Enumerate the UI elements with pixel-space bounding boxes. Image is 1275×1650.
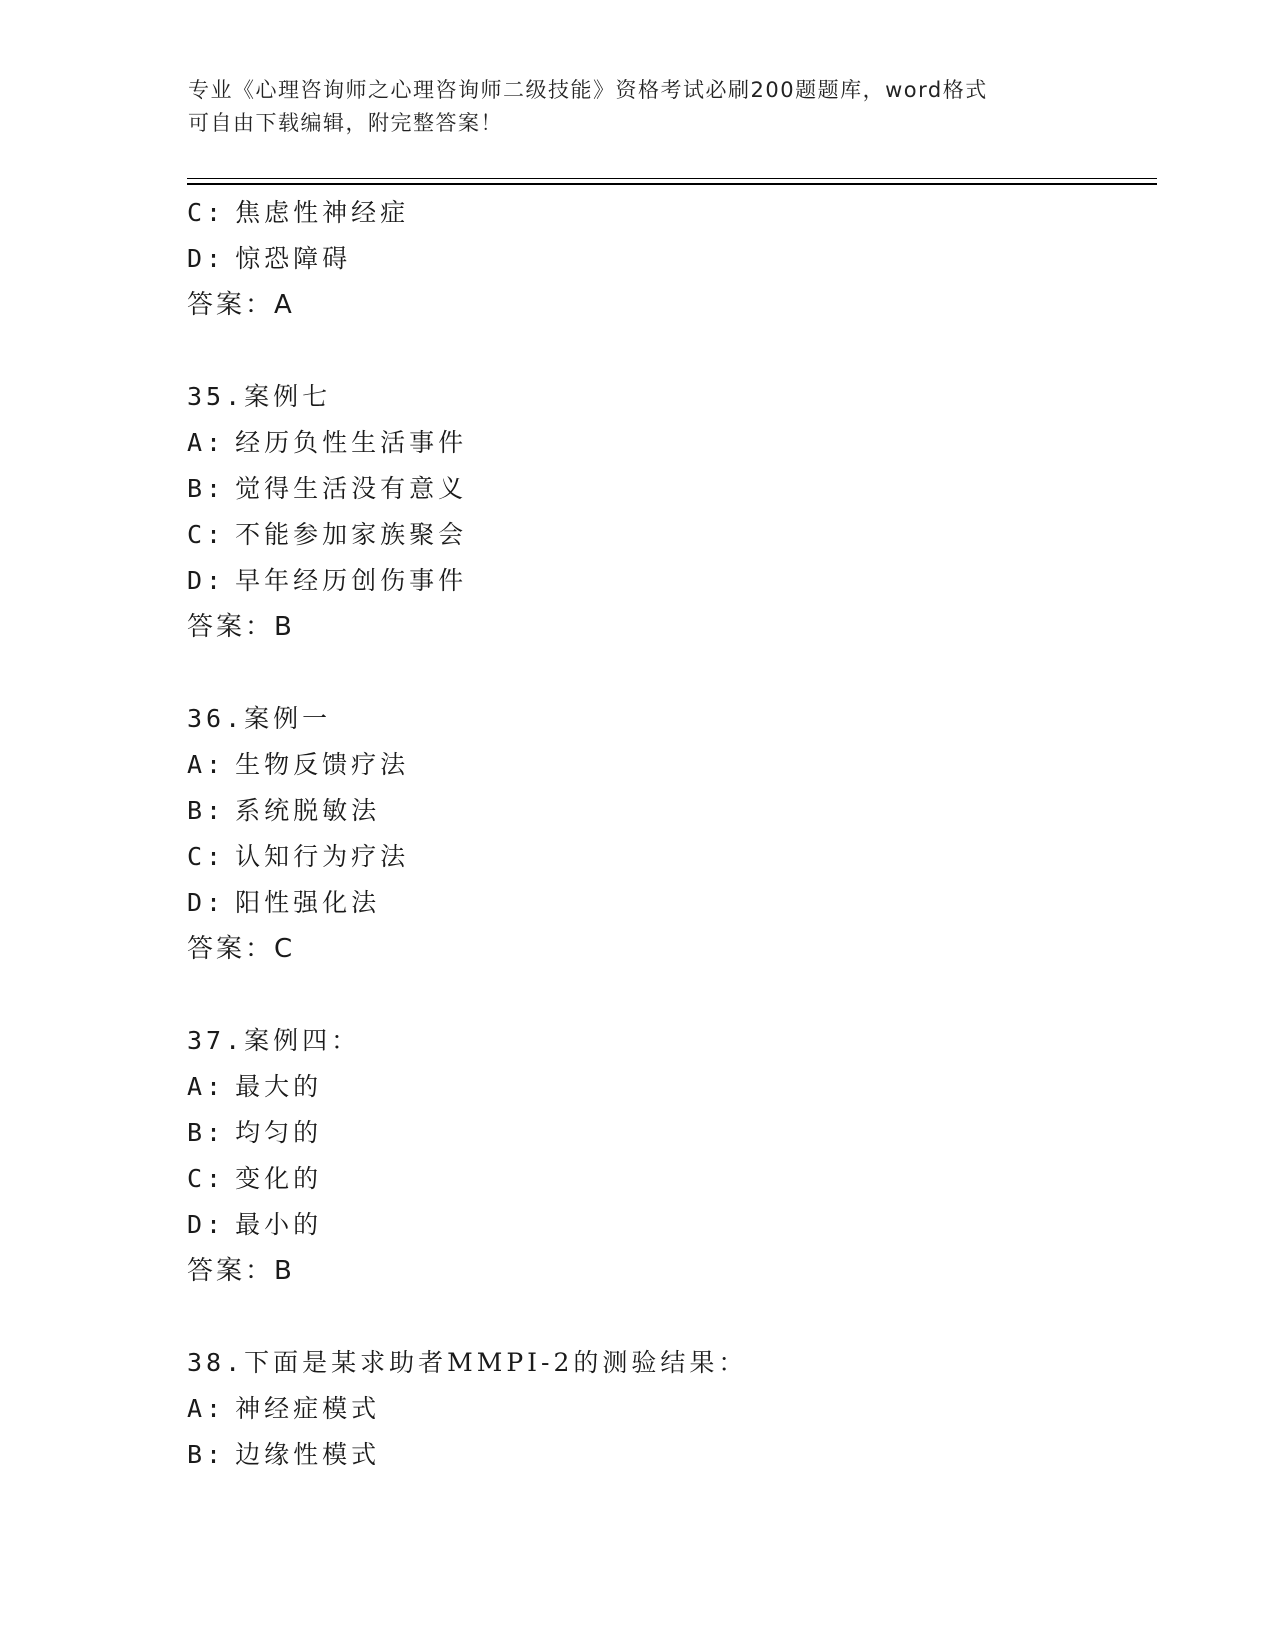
option-text: 觉得生活没有意义 bbox=[235, 474, 468, 503]
question-text: 案例四： bbox=[244, 1026, 361, 1055]
option-d bbox=[187, 236, 1157, 282]
question-text: 案例一 bbox=[244, 704, 332, 733]
option-a bbox=[187, 1386, 1157, 1432]
question-37-title bbox=[187, 1018, 1157, 1064]
option-text: 惊恐障碍 bbox=[235, 244, 352, 273]
option-text: 焦虑性神经症 bbox=[235, 198, 410, 227]
question-number: 35. bbox=[187, 382, 245, 411]
option-b bbox=[187, 466, 1157, 512]
answer-line: 答案：A bbox=[187, 290, 295, 320]
question-number: 38. bbox=[187, 1348, 245, 1377]
option-key: D: bbox=[187, 888, 226, 917]
option-d bbox=[187, 558, 1157, 604]
option-key: D: bbox=[187, 566, 226, 595]
option-text: 神经症模式 bbox=[235, 1394, 381, 1423]
header-line-1: 专业《心理咨询师之心理咨询师二级技能》资格考试必刷200题题库，word格式 bbox=[188, 78, 988, 102]
option-text: 均匀的 bbox=[235, 1118, 323, 1147]
document-header bbox=[188, 74, 1088, 140]
option-c bbox=[187, 190, 1157, 236]
option-key: D: bbox=[187, 1210, 226, 1239]
option-key: A: bbox=[187, 750, 226, 779]
answer-line: 答案：B bbox=[187, 612, 295, 642]
option-key: C: bbox=[187, 198, 226, 227]
header-line-2: 可自由下载编辑，附完整答案！ bbox=[188, 111, 503, 135]
option-c bbox=[187, 834, 1157, 880]
option-c bbox=[187, 1156, 1157, 1202]
option-key: A: bbox=[187, 1072, 226, 1101]
option-key: C: bbox=[187, 1164, 226, 1193]
option-a bbox=[187, 420, 1157, 466]
option-text: 最大的 bbox=[235, 1072, 323, 1101]
option-text: 边缘性模式 bbox=[235, 1440, 381, 1469]
option-b bbox=[187, 1432, 1157, 1478]
spacer bbox=[187, 328, 1157, 374]
question-35-title bbox=[187, 374, 1157, 420]
option-text: 阳性强化法 bbox=[235, 888, 381, 917]
question-38-title bbox=[187, 1340, 1157, 1386]
option-text: 不能参加家族聚会 bbox=[235, 520, 468, 549]
header-rule-bottom bbox=[187, 183, 1157, 185]
option-a bbox=[187, 1064, 1157, 1110]
question-text: 案例七 bbox=[244, 382, 332, 411]
option-text: 早年经历创伤事件 bbox=[235, 566, 468, 595]
option-text: 经历负性生活事件 bbox=[235, 428, 468, 457]
option-key: D: bbox=[187, 244, 226, 273]
option-key: C: bbox=[187, 842, 226, 871]
spacer bbox=[187, 972, 1157, 1018]
option-text: 认知行为疗法 bbox=[235, 842, 410, 871]
option-text: 最小的 bbox=[235, 1210, 323, 1239]
option-key: A: bbox=[187, 428, 226, 457]
question-list bbox=[187, 190, 1157, 1478]
spacer bbox=[187, 1294, 1157, 1340]
option-c bbox=[187, 512, 1157, 558]
option-b bbox=[187, 788, 1157, 834]
option-key: B: bbox=[187, 796, 226, 825]
header-rule-top bbox=[187, 178, 1157, 179]
answer-line: 答案：B bbox=[187, 1256, 295, 1286]
option-d bbox=[187, 880, 1157, 926]
question-number: 37. bbox=[187, 1026, 245, 1055]
option-b bbox=[187, 1110, 1157, 1156]
answer-line: 答案：C bbox=[187, 934, 296, 964]
option-text: 生物反馈疗法 bbox=[235, 750, 410, 779]
question-number: 36. bbox=[187, 704, 245, 733]
option-a bbox=[187, 742, 1157, 788]
option-key: A: bbox=[187, 1394, 226, 1423]
option-key: C: bbox=[187, 520, 226, 549]
option-text: 变化的 bbox=[235, 1164, 323, 1193]
option-d bbox=[187, 1202, 1157, 1248]
option-text: 系统脱敏法 bbox=[235, 796, 381, 825]
option-key: B: bbox=[187, 1118, 226, 1147]
spacer bbox=[187, 650, 1157, 696]
question-36-title bbox=[187, 696, 1157, 742]
option-key: B: bbox=[187, 474, 226, 503]
option-key: B: bbox=[187, 1440, 226, 1469]
question-text: 下面是某求助者MMPI-2的测验结果： bbox=[244, 1348, 748, 1377]
